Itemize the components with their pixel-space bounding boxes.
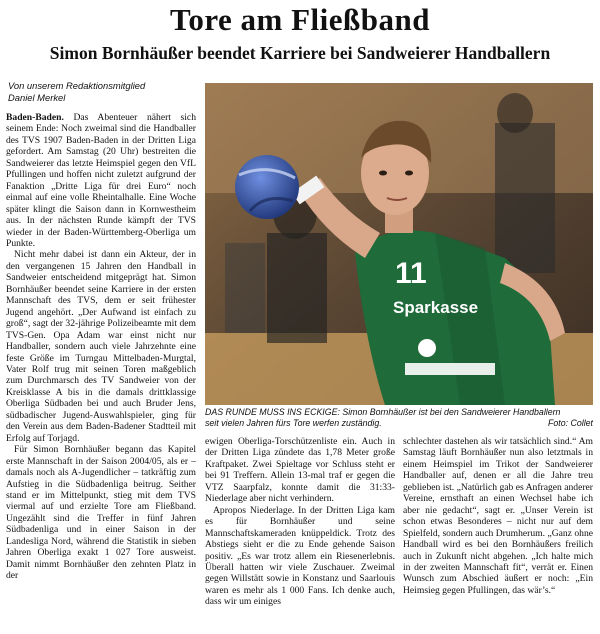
caption-line-2: seit vielen Jahren fürs Tore werfen zuständig. [205,417,382,428]
article-column-2 [205,436,395,608]
handball-player-photo [205,83,593,405]
byline [8,80,198,103]
paragraph-text: Das Abenteuer nähert sich seinem Ende: Noch zweimal sind die Handballer des TVS 1907 Baden-Baden in der Dritten Liga gefordert. Am Samstag (20 Uhr) bestreiten die Sandweierer das letzte Heimspiel gegen den VfL Pfullingen und hoffen nicht zuletzt aufgrund der Fanaktion „Dritte Liga für drei Euro“ noch einmal auf eine volle Rheintalhalle. Eine Woche später klingt die Saison dann in Kornwestheim aus. In der nächsten Runde kämpft der TVS wieder in der Baden-Württemberg-Oberliga um Punkte. [6,112,196,249]
jersey-number: 11 [395,257,427,290]
headline: Tore am Fließband [170,2,430,37]
article-column-1 [6,112,196,582]
photo-caption [205,407,593,428]
paragraph: schlechter dastehen als wir tatsächlich sind.“ Am Samstag läuft Bornhäußer nun also letztmals in einem Heimspiel im Trikot der Sandweierer Handballer auf, denen er all die Jahre treu geblieben ist. „Natürlich gab es Anfragen anderer Vereine, ernsthaft an einen Wechsel habe ich aber nie gedacht“, sagt er. „Unser Verein ist schon etwas Besonderes – nicht nur auf dem Spielfeld, sondern auch Drumherum. „Ganz ohne Handball wird es bei den Bornhäußers freilich auch in Zukunft nicht abgehen. „Ich halte mich in der zweiten Mannschaft fit“, verrät er. Einen Wunsch zum Abschied äußert er noch: „Ein Heimsieg gegen Pfullingen, das wär’s.“ [403,436,593,596]
photo-credit: Foto: Collet [548,417,593,428]
subheadline: Simon Bornhäußer beendet Karriere bei Sandweierer Handballern [49,43,551,63]
paragraph: Apropos Niederlage. In der Dritten Liga kam es für Bornhäußer und seine Mannschaftskameraden knüppeldick. Trotz des Abstiegs sieht er die zu Ende gehende Saison positiv. „Es war trotz allem ein Riesenerlebnis. Überall hatten wir viele Zuschauer. Zweimal gegen Willstätt sowie in Konstanz und Saarlouis waren es mehr als 1 000 Fans. Ich denke auch, dass wir um einiges [205,504,395,608]
paragraph: ewigen Oberliga-Torschützenliste ein. Auch in der Dritten Liga zündete das 1,78 Meter große Kraftpaket. Zwei Spieltage vor Schluss steht er bei 91 Treffern. Allein 13-mal traf er gegen die VTZ Saarpfalz, konnte damit die 31:33-Niederlage aber nicht verhindern. [205,436,395,505]
paragraph: Nicht mehr dabei ist dann ein Akteur, der in den vergangenen 15 Jahren den Handball in Sandweier entscheidend mitgeprägt hat. Simon Bornhäußer beendet seine Karriere in der ersten Mannschaft des TVS, dem er seit frühester Jugend angehört. „Der Aufwand ist einfach zu groß“, sagt der 32-jährige Polizeibeamte mit dem TVS-Gen. Opa Adam war einst nicht nur Handballer, sondern auch viele Jahrzehnte eine feste Größe im Turngau Mittelbaden-Murgtal, Vater Rolf trug mit seinen Toren maßgeblich zum Durchmarsch des TV Sandweier von der Kreisklasse A bis in die damals drittklassige Oberliga Südbaden bei und auch Bruder Jens, südbadischer Jugend-Auswahlspieler, ging für den Verein aus dem Baden-Badener Stadtteil mit Erfolg auf Torjagd. [6,249,196,444]
jersey-sponsor: Sparkasse [393,298,479,317]
article-photo [205,83,593,405]
paragraph: Für Simon Bornhäußer begann das Kapitel erste Mannschaft in der Saison 2004/05, als er – damals noch als A-Jugendlicher – tatkräftig zum Aufstieg in die Südbadenliga beitrug. Seither stand er im Mittelpunkt, stieg mit dem TVS viermal auf und erzielte Tore am Fließband. Ungezählt sind die Treffer in fünf Jahren Südbadenliga und in einer Saison in der Landesliga Nord, während die Statistik in sieben Jahren Oberliga exakt 1 027 Tore ausweist. Damit nimmt Bornhäußer den zehnten Platz in der [6,444,196,582]
caption-line-1: DAS RUNDE MUSS INS ECKIGE: Simon Bornhäußer ist bei den Sandweierer Handballern [205,407,561,417]
byline-line-1: Von unserem Redaktionsmitglied [8,80,146,91]
article-column-3 [403,436,593,596]
dateline: Baden-Baden. [6,112,64,123]
paragraph [6,112,196,249]
byline-author: Daniel Merkel [8,91,66,103]
